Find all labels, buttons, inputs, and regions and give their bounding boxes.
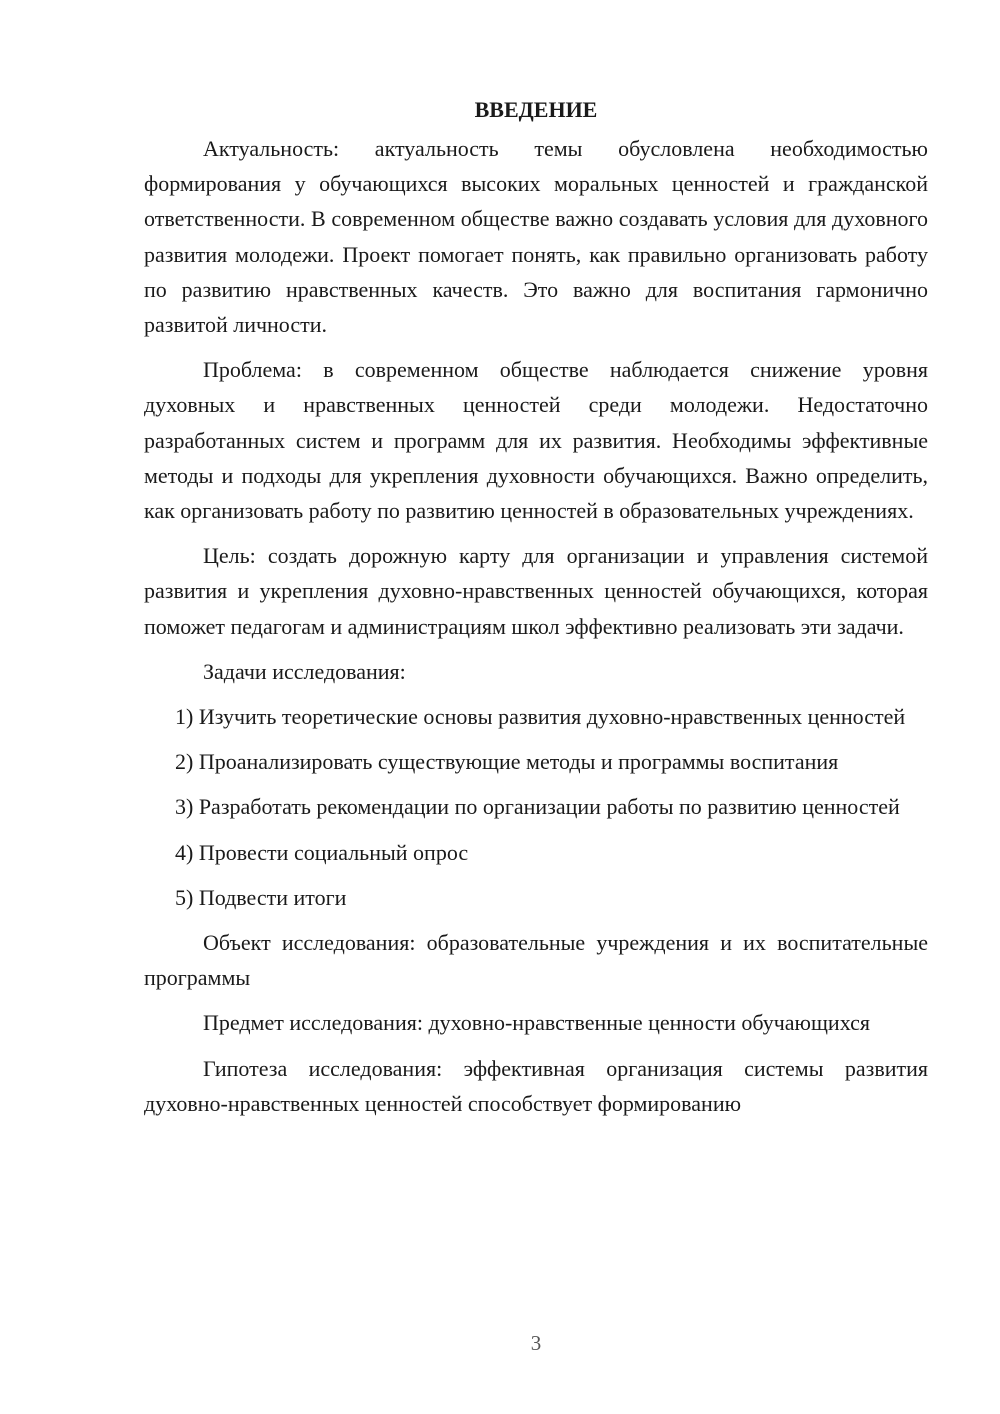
task-item-3: 3) Разработать рекомендации по организации работы по развитию ценностей (175, 794, 900, 820)
page-number: 3 (530, 1331, 542, 1355)
paragraph-hypothesis: Гипотеза исследования: эффективная организация системы развития духовно-нравственных ценностей способствует формированию (144, 1055, 928, 1116)
document-page (144, 92, 928, 1131)
task-item-1: 1) Изучить теоретические основы развития духовно-нравственных ценностей (175, 704, 906, 730)
task-item-4: 4) Провести социальный опрос (175, 839, 469, 865)
paragraph-subject: Предмет исследования: духовно-нравственные ценности обучающихся (203, 1010, 870, 1036)
paragraph-problem: Проблема: в современном обществе наблюдается снижение уровня духовных и нравственных ценностей среди молодежи. Недостаточно разработанных систем и программ для их развития. Необходимы эффективные методы и подходы для укрепления духовности обучающихся. Важно определить, как организовать работу по развитию ценностей в образовательных учреждениях. (144, 357, 928, 524)
paragraph-relevance: Актуальность: актуальность темы обусловлена необходимостью формирования у обучающихся высоких моральных ценностей и гражданской ответственности. В современном обществе важно создавать условия для духовного развития молодежи. Проект помогает понять, как правильно организовать работу по развитию нравственных качеств. Это важно для воспитания гармонично развитой личности. (144, 136, 928, 338)
paragraph-object: Объект исследования: образовательные учреждения и их воспитательные программы (144, 930, 928, 991)
task-item-5: 5) Подвести итоги (175, 884, 347, 910)
paragraph-tasks-title: Задачи исследования: (203, 658, 406, 684)
task-item-2: 2) Проанализировать существующие методы и программы воспитания (175, 749, 839, 775)
paragraph-goal: Цель: создать дорожную карту для организации и управления системой развития и укрепления духовно-нравственных ценностей обучающихся, которая поможет педагогам и администрациям школ эффективно реализовать эти задачи. (144, 543, 928, 639)
section-heading: ВВЕДЕНИЕ (474, 97, 598, 122)
